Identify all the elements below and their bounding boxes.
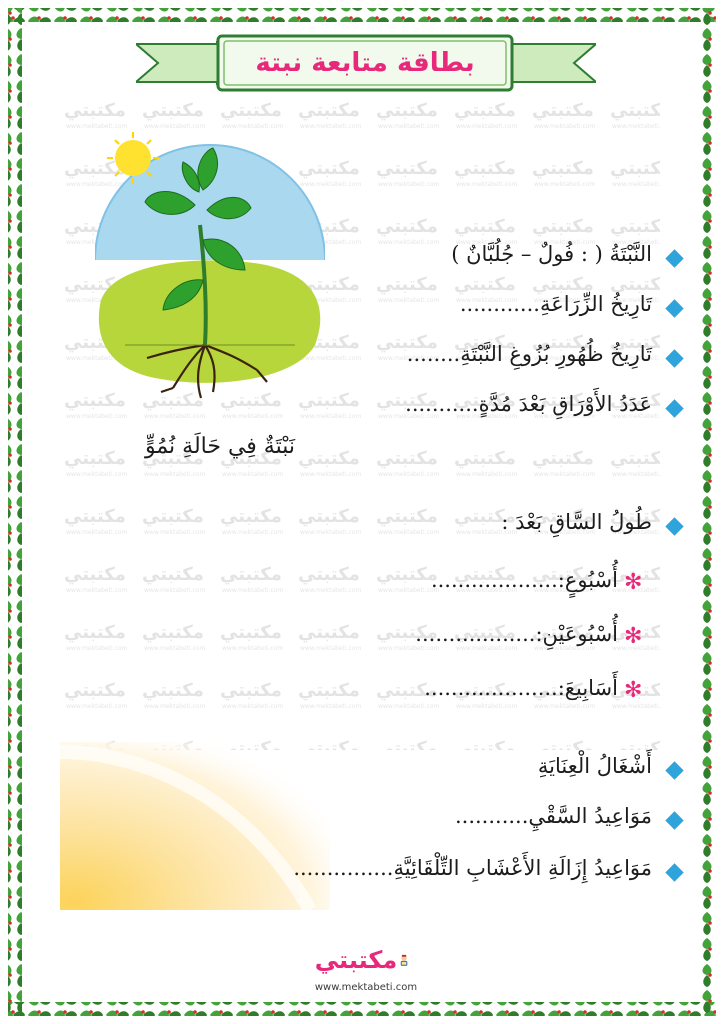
stem-after-two-weeks: أُسْبُوعَيْنِ:.................. <box>415 622 618 646</box>
footer-logo[interactable]: مكتبتي <box>314 946 398 974</box>
item-planting-date: تَارِيخُ الزِّرَاعَةِ............ <box>459 292 652 316</box>
stem-after-weeks: أَسَابِيعَ:.................... <box>424 676 618 700</box>
plant-illustration <box>95 130 325 400</box>
asterisk-icon: ✻ <box>624 624 643 649</box>
footer-url[interactable]: www.mektabeti.com <box>314 982 418 993</box>
item-leaf-count: عَدَدُ الأَوْرَاقِ بَعْدَ مُدَّةٍ........... <box>405 392 652 416</box>
page-title: بطاقة متابعة نبتة <box>255 48 475 78</box>
item-weeding: مَوَاعِيدُ إِزَالَةِ الأَعْشَابِ التِّلْقَائِيَّةِ............... <box>293 856 652 880</box>
item-watering: مَوَاعِيدُ السَّقْيِ........... <box>454 804 652 828</box>
asterisk-icon: ✻ <box>624 678 643 703</box>
asterisk-icon: ✻ <box>624 570 643 595</box>
sun-corner-decoration <box>60 742 330 910</box>
plant-caption: نَبْتَةٌ فِي حَالَةِ نُمُوٍّ <box>144 434 296 459</box>
item-care-tasks: أَشْغَالُ الْعِنَايَةِ <box>537 754 652 778</box>
item-plant-type: النَّبْتَةُ ( : فُولٌ – جُلُبَّانٌ ) <box>451 242 652 266</box>
stem-after-week: أُسْبُوعٍ:................... <box>430 568 618 592</box>
item-stem-length: طُولُ السَّاقِ بَعْدَ : <box>501 510 652 534</box>
item-sprout-date: تَارِيخُ ظُهُورِ بُزُوغِ النَّبْتَةِ........ <box>406 342 652 366</box>
